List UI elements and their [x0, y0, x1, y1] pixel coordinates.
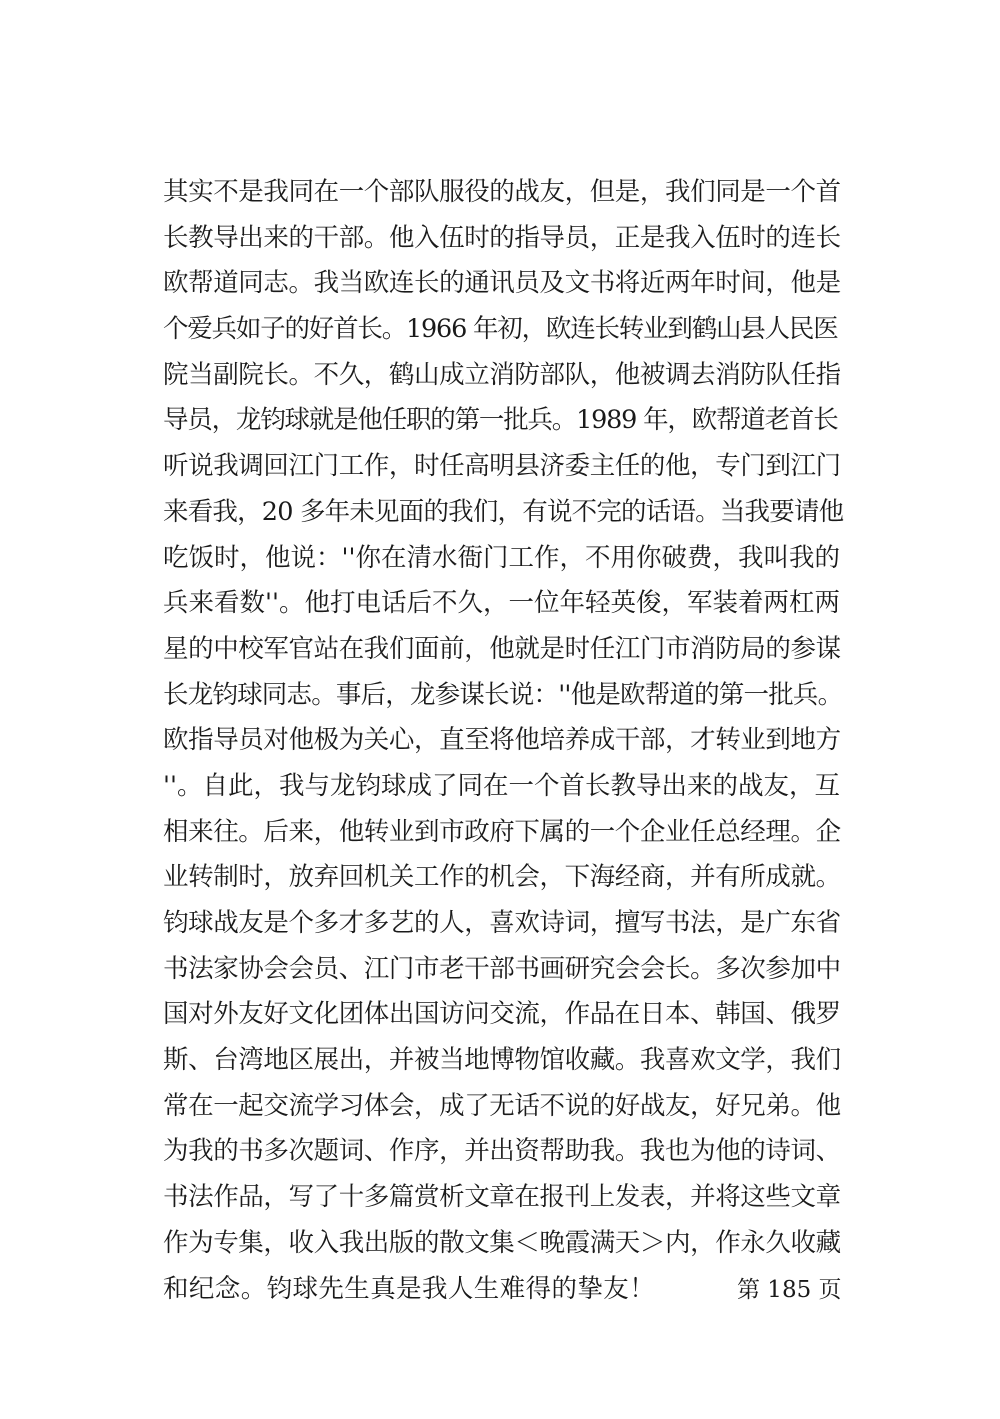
- text-line: ''。自此，我与龙钧球成了同在一个首长教导出来的战友，互: [163, 770, 841, 801]
- text-line: 欧帮道同志。我当欧连长的通讯员及文书将近两年时间，他是: [163, 268, 841, 299]
- text-line: 听说我调回江门工作，时任高明县济委主任的他，专门到江门: [163, 451, 841, 482]
- text-line: 为我的书多次题词、作序，并出资帮助我。我也为他的诗词、: [163, 1136, 841, 1167]
- text-line: 钧球战友是个多才多艺的人，喜欢诗词，擅写书法，是广东省: [163, 908, 841, 938]
- text-line: 其实不是我同在一个部队服役的战友，但是，我们同是一个首: [163, 177, 841, 207]
- text-line: 作为专集，收入我出版的散文集＜晚霞满天＞内，作永久收藏: [163, 1227, 841, 1258]
- text-line: 业转制时，放弃回机关工作的机会，下海经商，并有所成就。: [163, 862, 841, 893]
- text-line: 兵来看数''。他打电话后不久，一位年轻英俊，军装着两杠两: [163, 588, 841, 619]
- text-line: 书法家协会会员、江门市老干部书画研究会会长。多次参加中: [163, 953, 841, 984]
- text-line: 斯、台湾地区展出，并被当地博物馆收藏。我喜欢文学，我们: [163, 1045, 841, 1076]
- page-number: 第 185 页: [737, 1277, 842, 1303]
- text-line: 吃饭时，他说：''你在清水衙门工作，不用你破费，我叫我的: [163, 542, 841, 573]
- text-line: 来看我，20 多年未见面的我们，有说不完的话语。当我要请他: [163, 496, 844, 527]
- text-line: 书法作品，写了十多篇赏析文章在报刊上发表，并将这些文章: [163, 1182, 841, 1213]
- text-line: 常在一起交流学习体会，成了无话不说的好战友，好兄弟。他: [163, 1090, 841, 1121]
- text-line: 院当副院长。不久，鹤山成立消防部队，他被调去消防队任指: [163, 359, 841, 390]
- text-line: 长龙钧球同志。事后，龙参谋长说：''他是欧帮道的第一批兵。: [163, 679, 843, 710]
- text-line: 长教导出来的干部。他入伍时的指导员，正是我入伍时的连长: [163, 222, 841, 253]
- text-line: 欧指导员对他极为关心，直至将他培养成干部，才转业到地方: [163, 725, 841, 756]
- text-line: 和纪念。钧球先生真是我人生难得的挚友！: [163, 1273, 656, 1304]
- text-line: 导员，龙钧球就是他任职的第一批兵。1989 年，欧帮道老首长: [163, 405, 838, 436]
- text-line: 国对外友好文化团体出国访问交流，作品在日本、韩国、俄罗: [163, 999, 841, 1030]
- text-line: 相来往。后来，他转业到市政府下属的一个企业任总经理。企: [163, 816, 841, 847]
- text-line: 星的中校军官站在我们面前，他就是时任江门市消防局的参谋: [163, 633, 841, 664]
- body-text: [163, 170, 843, 1312]
- text-line: 个爱兵如子的好首长。1966 年初，欧连长转业到鹤山县人民医: [163, 314, 838, 345]
